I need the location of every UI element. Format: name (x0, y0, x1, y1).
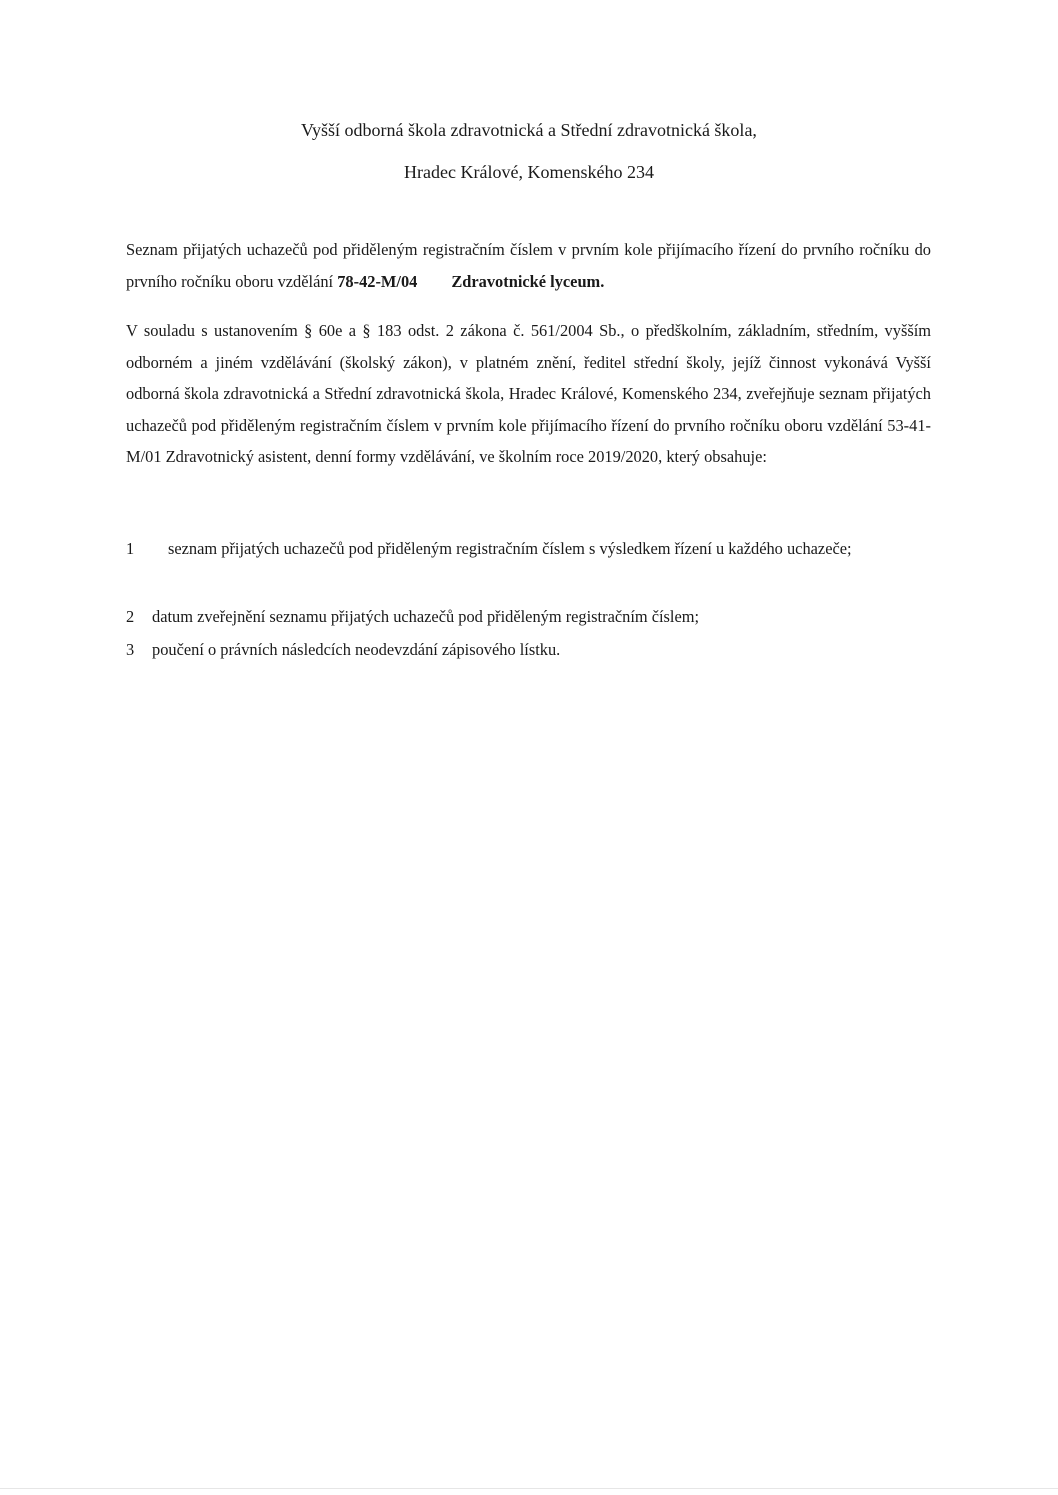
school-address-heading: Hradec Králové, Komenského 234 (404, 162, 654, 182)
program-code: 78-42-M/04 (337, 271, 418, 291)
program-name: Zdravotnické lyceum. (451, 271, 605, 291)
list-item-number: 1 (126, 539, 135, 558)
list-item-text: poučení o právních následcích neodevzdání zápisového lístku. (152, 640, 561, 659)
list-item (126, 634, 931, 666)
intro-text: Seznam přijatých uchazečů pod přiděleným registračním číslem v prvním kole přijímacího řízení do prvního ročníku do prvního ročníku oboru vzdělání (126, 240, 931, 291)
list-item (126, 601, 931, 633)
list-item (126, 533, 931, 565)
school-name-heading: Vyšší odborná škola zdravotnická a Střední zdravotnická škola, (301, 120, 757, 140)
scan-bottom-edge (0, 1488, 1058, 1489)
list-item-text: datum zveřejnění seznamu přijatých uchazečů pod přiděleným registračním číslem; (152, 607, 700, 626)
list-item-text: seznam přijatých uchazečů pod přiděleným registračním číslem s výsledkem řízení u každého uchazeče; (168, 539, 852, 558)
intro-paragraph (126, 234, 931, 297)
list-item-number: 2 (126, 607, 135, 626)
main-paragraph: V souladu s ustanovením § 60e a § 183 odst. 2 zákona č. 561/2004 Sb., o předškolním, základním, středním, vyšším odborném a jiném vzdělávání (školský zákon), v platném znění, ředitel střední školy, jejíž činnost vykonává Vyšší odborná škola zdravotnická a Střední zdravotnická škola, Hradec Králové, Komenského 234, zveřejňuje seznam přijatých uchazečů pod přiděleným registračním číslem v prvním kole přijímacího řízení do prvního ročníku oboru vzdělání 53-41-M/01 Zdravotnický asistent, denní formy vzdělávání, ve školním roce 2019/2020, který obsahuje: (126, 321, 931, 466)
list-item-number: 3 (126, 640, 135, 659)
